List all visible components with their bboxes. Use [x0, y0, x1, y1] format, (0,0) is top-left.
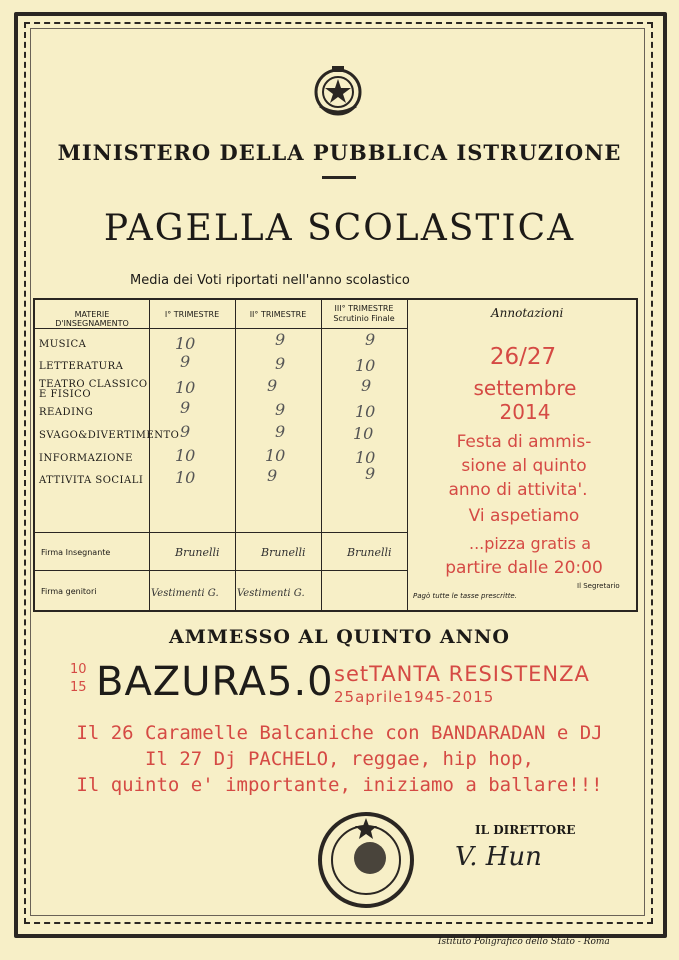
grade-cell: 10	[355, 356, 376, 375]
col-header-t3-final: Scrutinio Finale	[333, 314, 395, 323]
grade-cell: 9	[275, 354, 286, 373]
col-header-t2: II° TRIMESTRE	[249, 310, 307, 319]
grade-cell: 9	[365, 464, 376, 483]
director-signature: V. Hun	[455, 842, 542, 872]
annotation-line: ...pizza gratis a	[468, 534, 592, 553]
subject-label: TEATRO CLASSICO E FISICO	[39, 379, 148, 400]
col-divider	[407, 300, 408, 610]
col-header-t3: III° TRIMESTRE	[334, 304, 394, 313]
col-divider	[321, 300, 322, 610]
event-dates: 25aprile1945-2015	[334, 688, 495, 706]
grade-cell: 9	[365, 330, 376, 349]
event-number-bottom: 15	[70, 680, 87, 695]
annotation-line: partire dalle 20:00	[445, 558, 603, 578]
row-divider	[35, 570, 407, 571]
grade-cell: 9	[361, 376, 372, 395]
teacher-signature: Brunelli	[261, 546, 306, 559]
subject-label: MUSICA	[39, 339, 87, 350]
subtitle: Media dei Voti riportati nell'anno scolastico	[130, 273, 410, 288]
subject-label: INFORMAZIONE	[39, 453, 133, 464]
subject-label: ATTIVITA SOCIALI	[39, 475, 144, 486]
col-header-subject: MATERIE D'INSEGNAMENTO	[55, 310, 129, 328]
col-header-t1: I° TRIMESTRE	[164, 310, 220, 319]
event-line: Il 26 Caramelle Balcaniche con BANDARADAN e DJ	[76, 722, 603, 744]
grade-cell: 9	[267, 376, 278, 395]
grade-cell: 9	[180, 398, 191, 417]
col-divider	[149, 300, 150, 610]
seal-stamp-icon	[312, 806, 420, 914]
grade-cell: 10	[355, 448, 376, 467]
event-number-top: 10	[70, 662, 87, 677]
ministry-title: MINISTERO DELLA PUBBLICA ISTRUZIONE	[57, 140, 622, 165]
grade-cell: 10	[175, 334, 196, 353]
grade-cell: 10	[265, 446, 286, 465]
grade-cell: 9	[267, 466, 278, 485]
grade-cell: 10	[175, 468, 196, 487]
teacher-signature: Brunelli	[347, 546, 392, 559]
grade-cell: 9	[275, 422, 286, 441]
italian-emblem-icon	[310, 62, 366, 118]
teacher-signature: Brunelli	[175, 546, 220, 559]
event-line: Il quinto e' importante, iniziamo a ballare!!!	[76, 774, 603, 796]
event-subtitle: setTANTA RESISTENZA	[334, 662, 590, 686]
annotation-year: 2014	[499, 400, 551, 424]
subject-label: LETTERATURA	[39, 361, 124, 372]
fees-paid-note: Pagò tutte le tasse prescritte.	[413, 592, 517, 600]
event-line: Il 27 Dj PACHELO, reggae, hip hop,	[145, 748, 534, 770]
director-label: IL DIRETTORE	[475, 823, 576, 837]
annotation-line: anno di attivita'.	[448, 480, 588, 500]
teacher-signature-label: Firma Insegnante	[41, 548, 111, 557]
grade-cell: 9	[180, 422, 191, 441]
grade-cell: 10	[175, 378, 196, 397]
grade-cell: 9	[180, 352, 191, 371]
annotation-line: Vi aspetiamo	[468, 506, 580, 526]
page-title: PAGELLA SCOLASTICA	[103, 208, 576, 249]
grade-cell: 9	[275, 400, 286, 419]
event-name: BAZURA5.0	[96, 659, 334, 705]
divider	[322, 176, 356, 179]
parent-signature-label: Firma genitori	[41, 587, 97, 596]
parent-signature: Vestimenti G.	[151, 588, 219, 599]
grade-cell: 10	[175, 446, 196, 465]
grade-cell: 10	[355, 402, 376, 421]
parent-signature: Vestimenti G.	[237, 588, 305, 599]
row-divider	[35, 532, 407, 533]
col-header-annotations: Annotazioni	[491, 306, 564, 320]
subject-label: SVAGO&DIVERTIMENTO	[39, 430, 180, 441]
header-divider	[35, 328, 407, 329]
annotation-line: sione al quinto	[461, 456, 587, 476]
ammesso-heading: AMMESSO AL QUINTO ANNO	[169, 626, 510, 648]
grade-cell: 10	[353, 424, 374, 443]
annotation-month: settembre	[473, 376, 577, 400]
col-divider	[235, 300, 236, 610]
grade-cell: 9	[275, 330, 286, 349]
annotation-date: 26/27	[489, 344, 557, 370]
annotation-line: Festa di ammis-	[456, 432, 592, 452]
secretary-label: Il Segretario	[577, 582, 620, 590]
printer-credit: Istituto Poligrafico dello Stato - Roma	[438, 937, 610, 947]
subject-label: READING	[39, 407, 94, 418]
